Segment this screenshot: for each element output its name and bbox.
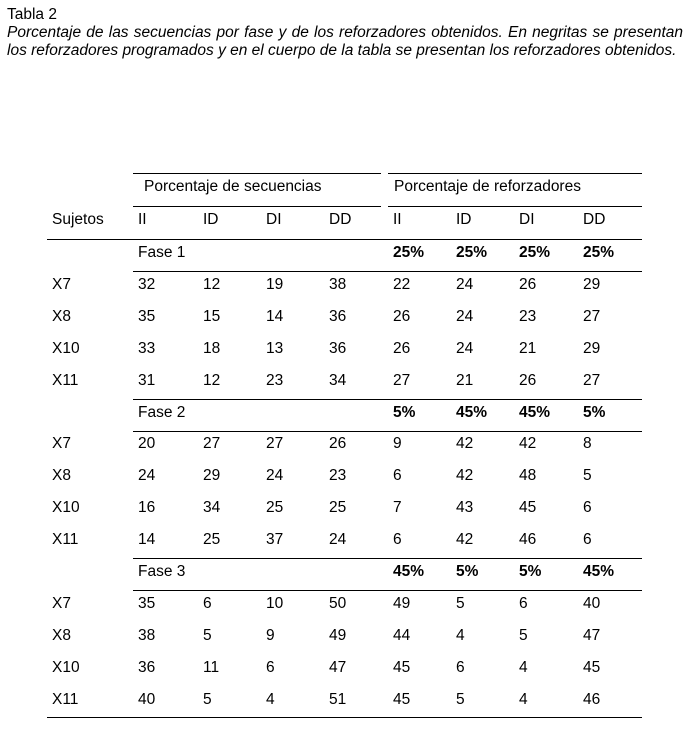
programmed-reinforcer: 25% (393, 244, 425, 261)
table-cell: 45 (393, 690, 411, 708)
table-cell: 4 (519, 658, 528, 676)
table-cell: 6 (266, 658, 275, 676)
rule-above-phase (133, 558, 642, 559)
table-cell: 5 (583, 467, 592, 485)
programmed-reinforcer: 5% (456, 563, 479, 580)
table-cell: 34 (203, 499, 221, 517)
table-cell: 24 (329, 531, 347, 549)
table-cell: 46 (519, 531, 537, 549)
table-cell: 47 (583, 626, 601, 644)
table-cell: 7 (393, 499, 402, 517)
column-header-0: Sujetos (52, 211, 104, 228)
table-cell: 16 (138, 499, 156, 517)
rule-under-phase (133, 590, 642, 591)
column-header-2: ID (203, 211, 219, 228)
rule-top-secuencias (133, 173, 381, 174)
table-cell: 8 (583, 435, 592, 453)
table-cell: 35 (138, 594, 156, 612)
programmed-reinforcer: 25% (456, 244, 488, 261)
table-cell: 26 (519, 275, 537, 293)
table-cell: 26 (393, 339, 411, 357)
subject-label: X11 (52, 531, 79, 549)
phase-label: Fase 2 (138, 403, 186, 421)
table-cell: 20 (138, 435, 156, 453)
table-cell: 21 (519, 339, 537, 357)
subject-label: X10 (52, 658, 80, 676)
table-cell: 26 (519, 371, 537, 389)
table-cell: 14 (138, 531, 156, 549)
subject-label: X10 (52, 339, 80, 357)
table-cell: 12 (203, 371, 221, 389)
table-cell: 29 (203, 467, 221, 485)
table-description: Porcentaje de las secuencias por fase y de los reforzadores obtenidos. En negritas se presentan los reforzadores programados y en el cuerpo de la tabla se presentan los reforzadores obtenidos. (7, 24, 683, 59)
table-cell: 36 (329, 339, 347, 357)
subject-label: X8 (52, 467, 71, 485)
table-cell: 13 (266, 339, 284, 357)
rule-under-reforzadores (388, 206, 642, 207)
table-cell: 9 (393, 435, 402, 453)
table-cell: 27 (203, 435, 221, 453)
table-cell: 35 (138, 307, 156, 325)
table-cell: 25 (266, 499, 284, 517)
rule-top-reforzadores (388, 173, 642, 174)
table-cell: 40 (138, 690, 156, 708)
subject-label: X8 (52, 626, 71, 644)
table-cell: 38 (138, 626, 156, 644)
table-cell: 23 (266, 371, 284, 389)
table-cell: 5 (456, 594, 465, 612)
table-cell: 6 (583, 531, 592, 549)
table-cell: 12 (203, 275, 221, 293)
table-cell: 15 (203, 307, 221, 325)
table-cell: 23 (519, 307, 537, 325)
table-cell: 36 (138, 658, 156, 676)
programmed-reinforcer: 25% (519, 244, 551, 261)
table-cell: 4 (456, 626, 465, 644)
column-header-8: DD (583, 211, 606, 228)
programmed-reinforcer: 45% (519, 403, 551, 421)
table-cell: 42 (456, 531, 474, 549)
table-cell: 51 (329, 690, 347, 708)
table-cell: 25 (329, 499, 347, 517)
table-cell: 5 (203, 690, 212, 708)
table-cell: 22 (393, 275, 411, 293)
table-cell: 19 (266, 275, 284, 293)
table-cell: 44 (393, 626, 411, 644)
programmed-reinforcer: 45% (456, 403, 488, 421)
column-header-7: DI (519, 211, 535, 228)
phase-label: Fase 1 (138, 244, 186, 261)
table-cell: 49 (329, 626, 347, 644)
table-title: Tabla 2 (7, 6, 57, 23)
table-cell: 6 (203, 594, 212, 612)
column-header-5: II (393, 211, 402, 228)
table-cell: 6 (583, 499, 592, 517)
table-cell: 24 (456, 307, 474, 325)
table-cell: 34 (329, 371, 347, 389)
table-cell: 27 (583, 371, 601, 389)
rule-under-phase (133, 431, 642, 432)
programmed-reinforcer: 25% (583, 244, 615, 261)
table-cell: 5 (456, 690, 465, 708)
subject-label: X11 (52, 371, 79, 389)
table-cell: 25 (203, 531, 221, 549)
group-header-secuencias: Porcentaje de secuencias (144, 178, 322, 195)
table-cell: 26 (393, 307, 411, 325)
programmed-reinforcer: 45% (393, 563, 425, 580)
rule-above-phase (133, 399, 642, 400)
table-cell: 47 (329, 658, 347, 676)
table-cell: 14 (266, 307, 284, 325)
rule-under-column-headers (47, 239, 642, 240)
programmed-reinforcer: 45% (583, 563, 615, 580)
table-cell: 24 (266, 467, 284, 485)
subject-label: X7 (52, 435, 71, 453)
table-cell: 46 (583, 690, 601, 708)
table-cell: 42 (456, 467, 474, 485)
table-cell: 42 (456, 435, 474, 453)
table-cell: 32 (138, 275, 156, 293)
column-header-6: ID (456, 211, 472, 228)
table-cell: 43 (456, 499, 474, 517)
table-cell: 24 (456, 339, 474, 357)
table-cell: 36 (329, 307, 347, 325)
table-cell: 45 (393, 658, 411, 676)
table-cell: 5 (519, 626, 528, 644)
subject-label: X8 (52, 307, 71, 325)
table-cell: 4 (519, 690, 528, 708)
programmed-reinforcer: 5% (583, 403, 606, 421)
programmed-reinforcer: 5% (393, 403, 416, 421)
table-cell: 40 (583, 594, 601, 612)
subject-label: X11 (52, 690, 79, 708)
rule-bottom (47, 717, 642, 718)
table-cell: 37 (266, 531, 284, 549)
table-cell: 21 (456, 371, 474, 389)
table-cell: 27 (393, 371, 411, 389)
column-header-3: DI (266, 211, 282, 228)
table-cell: 42 (519, 435, 537, 453)
table-cell: 11 (203, 658, 220, 676)
table-cell: 10 (266, 594, 284, 612)
table-cell: 6 (519, 594, 528, 612)
subject-label: X10 (52, 499, 80, 517)
group-header-reforzadores: Porcentaje de reforzadores (394, 178, 581, 195)
table-cell: 6 (393, 531, 402, 549)
table-cell: 6 (393, 467, 402, 485)
table-cell: 33 (138, 339, 156, 357)
column-header-1: II (138, 211, 147, 228)
table-cell: 29 (583, 275, 601, 293)
phase-label: Fase 3 (138, 563, 186, 580)
column-header-4: DD (329, 211, 352, 228)
table-cell: 26 (329, 435, 347, 453)
table-cell: 27 (583, 307, 601, 325)
table-cell: 6 (456, 658, 465, 676)
table-cell: 48 (519, 467, 537, 485)
table-cell: 27 (266, 435, 284, 453)
table-cell: 49 (393, 594, 411, 612)
table-cell: 45 (583, 658, 601, 676)
subject-label: X7 (52, 594, 71, 612)
table-cell: 45 (519, 499, 537, 517)
table-cell: 23 (329, 467, 347, 485)
subject-label: X7 (52, 275, 71, 293)
programmed-reinforcer: 5% (519, 563, 542, 580)
table-cell: 24 (138, 467, 156, 485)
rule-under-secuencias (133, 206, 381, 207)
table-cell: 29 (583, 339, 601, 357)
table-cell: 50 (329, 594, 347, 612)
table-cell: 9 (266, 626, 275, 644)
table-cell: 4 (266, 690, 275, 708)
table-cell: 18 (203, 339, 221, 357)
rule-under-phase (133, 271, 642, 272)
table-cell: 5 (203, 626, 212, 644)
table-cell: 31 (138, 371, 156, 389)
table-cell: 38 (329, 275, 347, 293)
table-cell: 24 (456, 275, 474, 293)
